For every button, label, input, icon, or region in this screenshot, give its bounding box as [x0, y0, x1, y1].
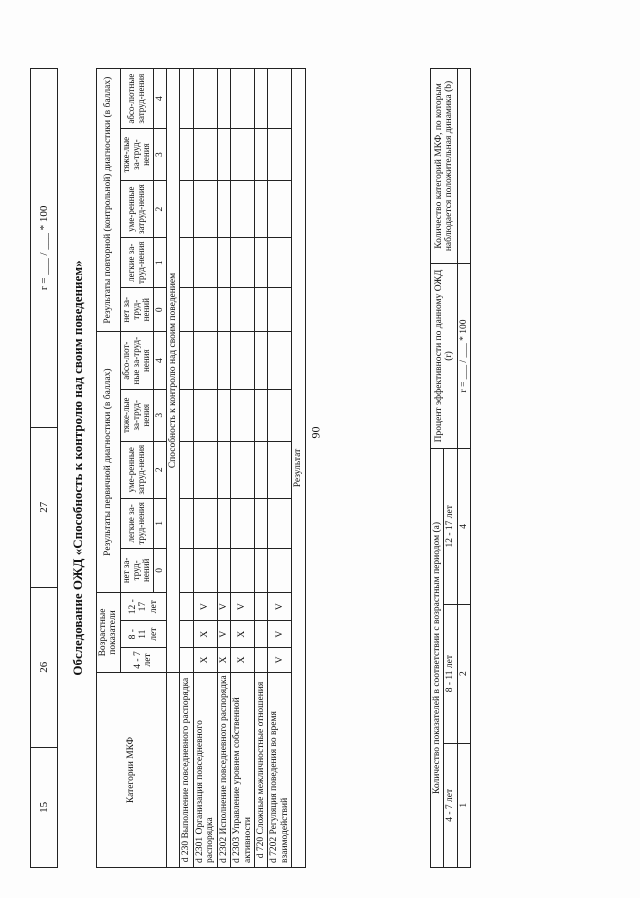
blank	[193, 498, 217, 548]
blank	[231, 69, 255, 129]
blank	[217, 238, 230, 288]
mark	[180, 621, 193, 648]
mark: V	[217, 592, 230, 620]
blank	[231, 288, 255, 332]
mark: V	[193, 592, 217, 620]
summary-mkf-value	[457, 69, 470, 264]
blank	[231, 389, 255, 441]
blank	[231, 332, 255, 390]
blank	[268, 441, 292, 498]
top-summary-row	[30, 68, 58, 868]
mark: V	[217, 621, 230, 648]
blank	[268, 332, 292, 390]
blank	[255, 332, 268, 390]
blank	[180, 548, 193, 592]
score: 1	[153, 238, 166, 288]
blank	[193, 441, 217, 498]
cell: 26	[31, 587, 57, 747]
level-col: нет за-труд-нений	[120, 288, 153, 332]
blank	[180, 180, 193, 237]
blank	[217, 69, 230, 129]
blank	[180, 288, 193, 332]
blank	[268, 238, 292, 288]
level-col: абсо-лют-ные за-труд-нения	[120, 332, 153, 390]
mark	[180, 647, 193, 672]
age-col: 4 - 7 лет	[120, 647, 166, 672]
blank	[180, 332, 193, 390]
page-title: Обследование ОЖД «Способность к контролю над своим поведением»	[70, 260, 85, 676]
category-cell: d 230 Выполнение повседневного распорядка	[180, 673, 193, 868]
blank	[231, 180, 255, 237]
blank	[217, 332, 230, 390]
mark	[255, 592, 268, 620]
level-col: уме-ренные затруд-нения	[120, 441, 153, 498]
blank	[268, 129, 292, 181]
category-cell: d 2301 Организация повседневного распорядка	[193, 673, 217, 868]
blank	[255, 69, 268, 129]
score: 4	[153, 69, 166, 129]
blank	[255, 288, 268, 332]
blank	[180, 238, 193, 288]
blank	[217, 180, 230, 237]
header-repeat: Результаты повторной (контрольной) диагностики (в баллах)	[97, 69, 121, 332]
blank	[217, 389, 230, 441]
mark: X	[217, 647, 230, 672]
level-col: уме-ренные затруд-нения	[120, 180, 153, 237]
mark: V	[268, 592, 292, 620]
summary-table	[430, 68, 471, 868]
score: 0	[153, 288, 166, 332]
blank	[193, 548, 217, 592]
cell: r = ___ / ___ * 100	[38, 205, 50, 291]
blank	[217, 548, 230, 592]
summary-formula: r = ___ / ___ * 100	[457, 264, 470, 449]
blank	[231, 548, 255, 592]
blank	[180, 69, 193, 129]
cell: 15	[31, 747, 57, 867]
category-cell: d 2303 Управление уровнем собственной активности	[231, 673, 255, 868]
blank	[217, 498, 230, 548]
category-cell: d 7202 Регуляция поведения во время взаимодействий	[268, 673, 292, 868]
blank	[268, 548, 292, 592]
score: 4	[153, 332, 166, 390]
section-label: Способность к контролю над своим поведением	[166, 69, 179, 673]
blank	[255, 129, 268, 181]
blank	[193, 389, 217, 441]
mark: V	[268, 647, 292, 672]
level-col: тяже-лые за-труд-нения	[120, 129, 153, 181]
mark: V	[231, 592, 255, 620]
summary-num: 2	[457, 604, 470, 743]
result-label: Результат	[292, 69, 305, 868]
mark: X	[193, 621, 217, 648]
summary-age: 8 - 11 лет	[444, 604, 457, 743]
header-category: Категории МКФ	[97, 673, 167, 868]
blank	[217, 441, 230, 498]
blank	[180, 129, 193, 181]
summary-num: 4	[457, 449, 470, 605]
summary-age: 4 - 7 лет	[444, 743, 457, 867]
level-col: тяже-лые за-труд-нения	[120, 389, 153, 441]
blank	[193, 180, 217, 237]
blank	[255, 441, 268, 498]
mark	[255, 621, 268, 648]
header-primary: Результаты первичной диагностики (в баллах)	[97, 332, 121, 593]
blank	[193, 129, 217, 181]
score: 3	[153, 129, 166, 181]
mark: X	[193, 647, 217, 672]
blank	[255, 498, 268, 548]
score: 2	[153, 441, 166, 498]
blank	[268, 180, 292, 237]
empty-cell	[166, 673, 179, 868]
mark: V	[268, 621, 292, 648]
header-age: Возрастные показатели	[97, 592, 121, 672]
blank	[255, 548, 268, 592]
category-cell: d 720 Сложные межличностные отношения	[255, 673, 268, 868]
mark: X	[231, 621, 255, 648]
mark	[255, 647, 268, 672]
level-col: нет за-труд-нений	[120, 548, 153, 592]
blank	[268, 389, 292, 441]
blank	[180, 441, 193, 498]
age-col: 12 - 17 лет	[120, 592, 166, 620]
mark: X	[231, 647, 255, 672]
score: 0	[153, 548, 166, 592]
blank	[231, 498, 255, 548]
blank	[193, 69, 217, 129]
summary-age: 12 - 17 лет	[444, 449, 457, 605]
blank	[255, 389, 268, 441]
blank	[231, 441, 255, 498]
cell: 27	[31, 427, 57, 587]
level-col: легкие за-труд-нения	[120, 498, 153, 548]
score: 3	[153, 389, 166, 441]
blank	[231, 129, 255, 181]
blank	[268, 69, 292, 129]
level-col: легкие за-труд-нения	[120, 238, 153, 288]
page-number: 90	[308, 426, 323, 439]
level-col: абсо-лютные затруд-нения	[120, 69, 153, 129]
blank	[217, 288, 230, 332]
summary-mkf-header: Количество категорий МКФ, по которым наблюдается положительная динамика (b)	[431, 69, 458, 264]
blank	[217, 129, 230, 181]
blank	[231, 238, 255, 288]
summary-percent-header: Процент эффективности по данному ОЖД (r)	[431, 264, 458, 449]
mark	[180, 592, 193, 620]
summary-num: 1	[457, 743, 470, 867]
summary-count-header: Количество показателей в соответствии с возрастным периодом (a)	[431, 449, 444, 868]
age-col: 8 - 11 лет	[120, 621, 166, 648]
blank	[180, 389, 193, 441]
blank	[193, 288, 217, 332]
blank	[255, 180, 268, 237]
category-cell: d 2302 Исполнение повседневного распорядка	[217, 673, 230, 868]
mkf-table	[96, 68, 306, 868]
blank	[268, 498, 292, 548]
blank	[193, 238, 217, 288]
blank	[255, 238, 268, 288]
blank	[193, 332, 217, 390]
score: 1	[153, 498, 166, 548]
blank	[268, 288, 292, 332]
rotated-content	[30, 68, 590, 868]
blank	[180, 498, 193, 548]
score: 2	[153, 180, 166, 237]
